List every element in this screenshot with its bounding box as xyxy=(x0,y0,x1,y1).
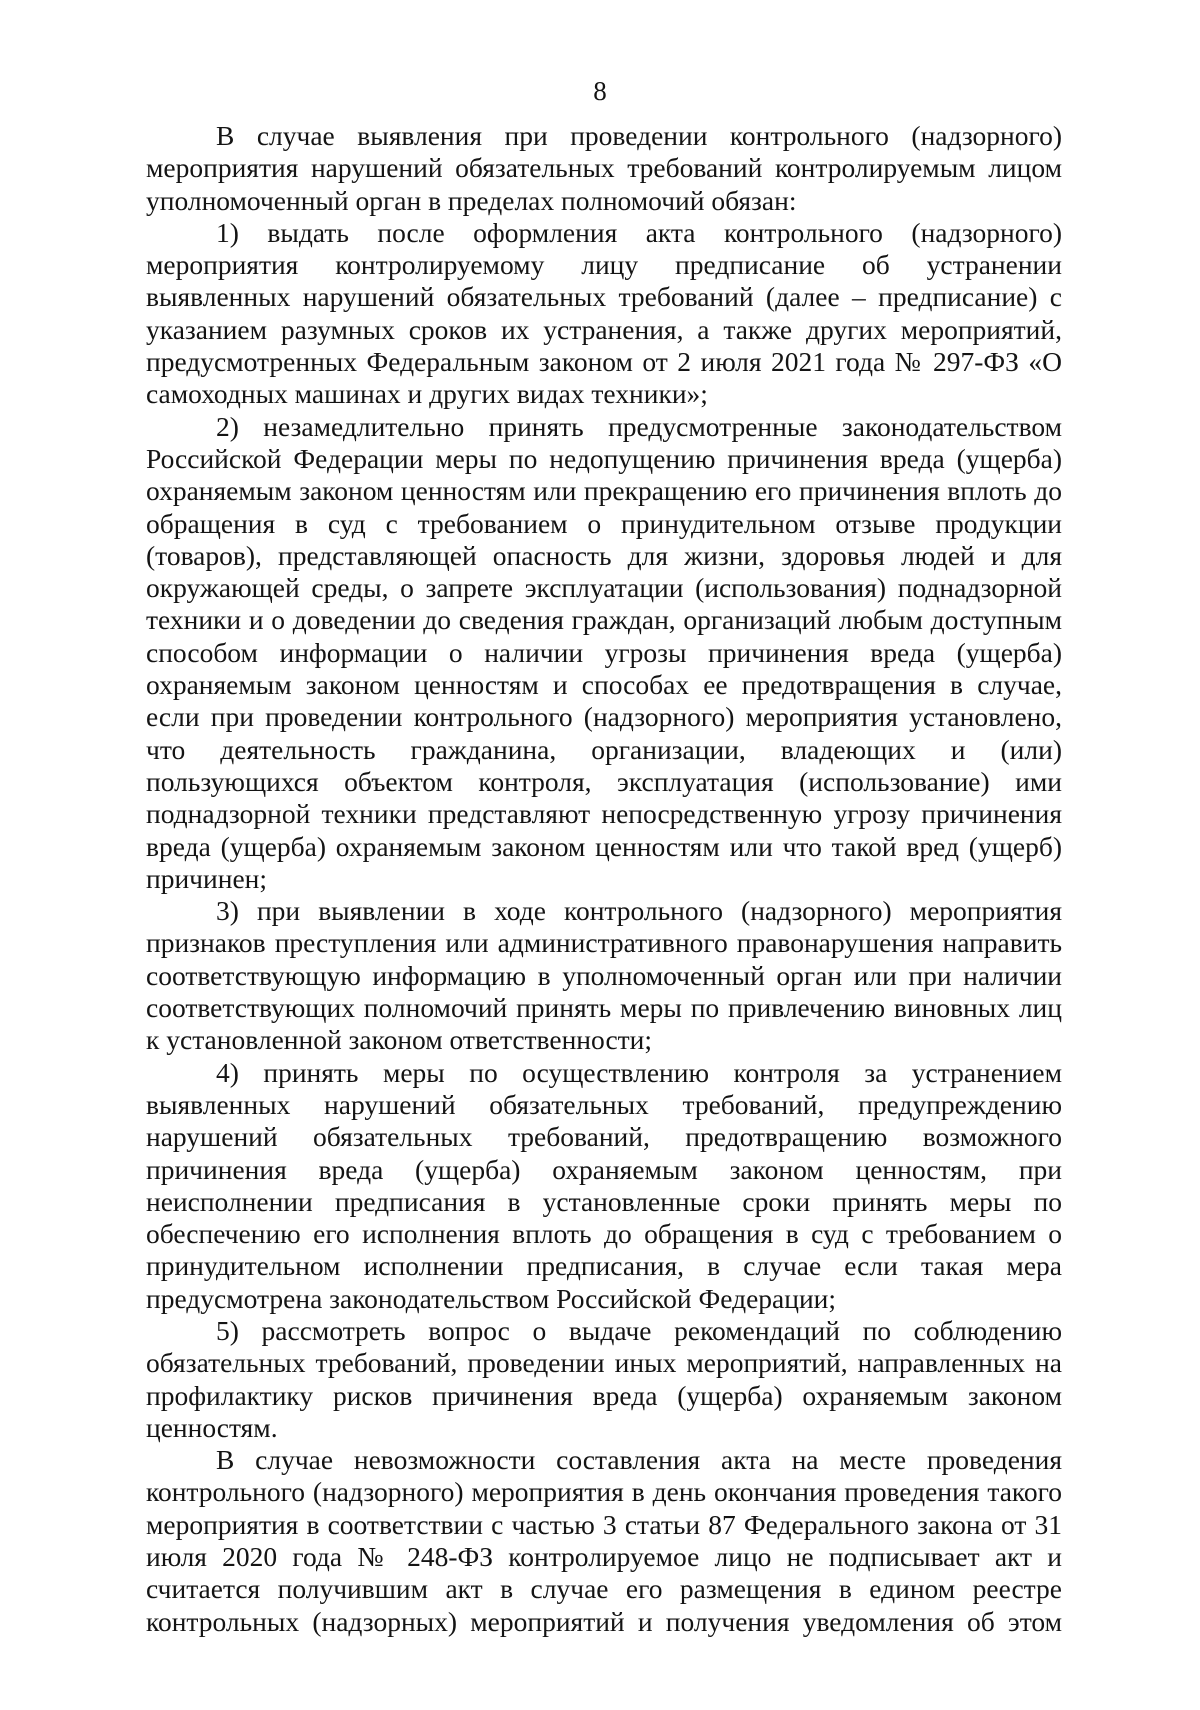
paragraph-item-5: 5) рассмотреть вопрос о выдаче рекомендаций по соблюдению обязательных требований, проведении иных мероприятий, направленных на профилактику рисков причинения вреда (ущерба) охраняемым законом ценностям. xyxy=(146,1314,1062,1443)
paragraph-act-impossibility: В случае невозможности составления акта на месте проведения контрольного (надзорного) мероприятия в день окончания проведения такого мероприятия в соответствии с частью 3 статьи 87 Федерального закона от 31 июля 2020 года № 248-ФЗ контролируемое лицо не подписывает акт и считается получившим акт в случае его размещения в едином реестре контрольных (надзорных) мероприятий и получения уведомления об этом xyxy=(146,1444,1062,1637)
document-body xyxy=(146,120,1062,1638)
page-number: 8 xyxy=(593,76,607,106)
paragraph-item-3: 3) при выявлении в ходе контрольного (надзорного) мероприятия признаков преступления или административного правонарушения направить соответствующую информацию в уполномоченный орган или при наличии соответствующих полномочий принять меры по привлечению виновных лиц к установленной законом ответственности; xyxy=(146,895,1062,1056)
paragraph-item-2: 2) незамедлительно принять предусмотренные законодательством Российской Федерации меры по недопущению причинения вреда (ущерба) охраняемым законом ценностям или прекращению его причинения вплоть до обращения в суд с требованием о принудительном отзыве продукции (товаров), представляющей опасность для жизни, здоровья людей и для окружающей среды, о запрете эксплуатации (использования) поднадзорной техники и о доведении до сведения граждан, организаций любым доступным способом информации о наличии угрозы причинения вреда (ущерба) охраняемым законом ценностям и способах ее предотвращения в случае, если при проведении контрольного (надзорного) мероприятия установлено, что деятельность гражданина, организации, владеющих и (или) пользующихся объектом контроля, эксплуатация (использование) ими поднадзорной техники представляют непосредственную угрозу причинения вреда (ущерба) охраняемым законом ценностям или что такой вред (ущерб) причинен; xyxy=(146,410,1062,894)
paragraph-item-1: 1) выдать после оформления акта контрольного (надзорного) мероприятия контролируемому лицу предписание об устранении выявленных нарушений обязательных требований (далее – предписание) с указанием разумных сроков их устранения, а также других мероприятий, предусмотренных Федеральным законом от 2 июля 2021 года № 297-ФЗ «О самоходных машинах и других видах техники»; xyxy=(146,216,1062,410)
paragraph-intro: В случае выявления при проведении контрольного (надзорного) мероприятия нарушений обязательных требований контролируемым лицом уполномоченный орган в пределах полномочий обязан: xyxy=(146,120,1062,216)
paragraph-item-4: 4) принять меры по осуществлению контроля за устранением выявленных нарушений обязательных требований, предупреждению нарушений обязательных требований, предотвращению возможного причинения вреда (ущерба) охраняемым законом ценностям, при неисполнении предписания в установленные сроки принять меры по обеспечению его исполнения вплоть до обращения в суд с требованием о принудительном исполнении предписания, в случае если такая мера предусмотрена законодательством Российской Федерации; xyxy=(146,1056,1062,1314)
